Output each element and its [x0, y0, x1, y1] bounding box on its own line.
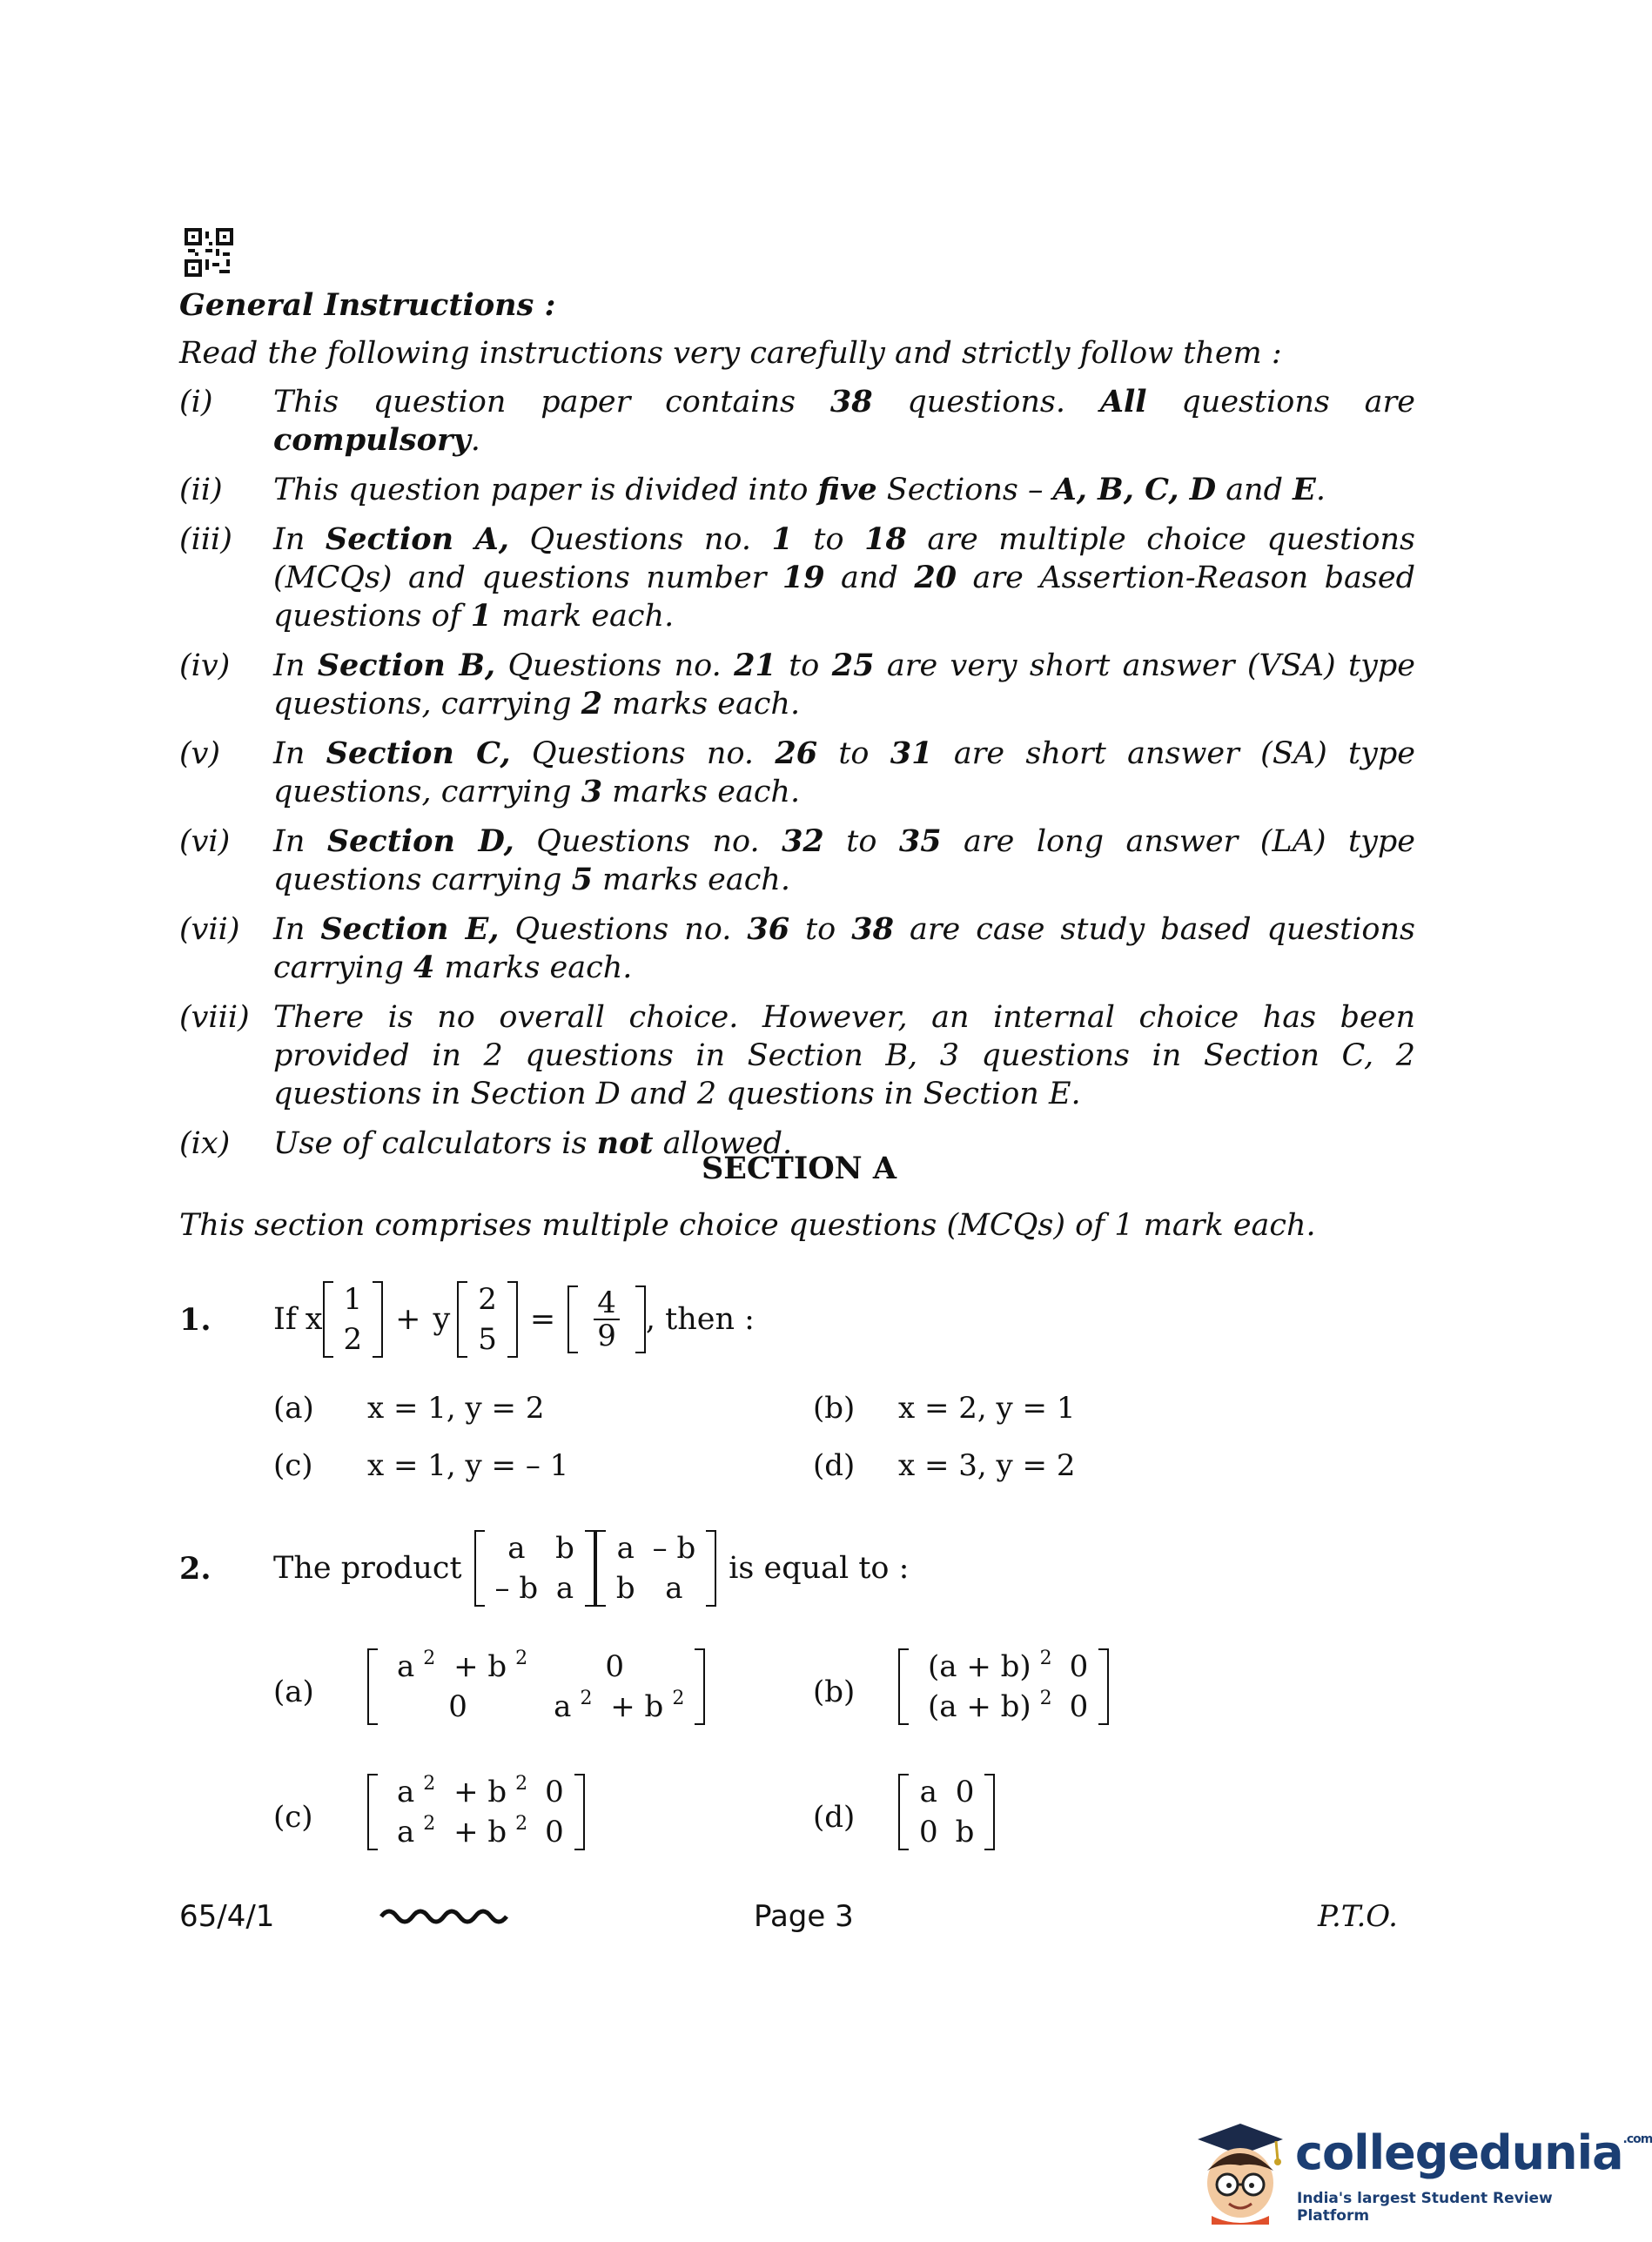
instruction-item — [179, 910, 1415, 987]
instruction-number: (iii) — [179, 522, 232, 557]
instruction-emphasis: 18 — [864, 521, 907, 557]
cell-exponent: 2 — [515, 1648, 528, 1669]
instruction-fragment: Questions no. — [514, 824, 782, 859]
instruction-number: (ix) — [179, 1126, 231, 1161]
instructions-lead: Read the following instructions very carefully and strictly follow them : — [179, 336, 1282, 371]
instruction-fragment: to — [823, 824, 899, 859]
instruction-fragment: are case study based questions carrying — [273, 912, 1415, 985]
q2-lead: The product — [273, 1551, 462, 1586]
matrix-cell — [910, 1647, 1061, 1687]
page-number: Page 3 — [754, 1899, 854, 1934]
instruction-emphasis: 36 — [747, 911, 790, 947]
cell-exponent: 2 — [423, 1773, 436, 1795]
q2-option-c-matrix — [367, 1772, 585, 1852]
instruction-fragment: Questions no. — [499, 912, 748, 947]
instruction-emphasis: 35 — [898, 823, 942, 859]
instruction-fragment: questions are — [1146, 385, 1415, 420]
qr-code-icon — [185, 228, 233, 277]
instruction-fragment: marks each. — [434, 950, 633, 985]
q1-option-c-label: (c) — [273, 1448, 313, 1483]
q1-y: y — [433, 1302, 451, 1337]
instruction-fragment: This question paper is divided into — [273, 473, 818, 507]
q2-option-a-label: (a) — [273, 1675, 314, 1709]
cell-text: + b — [453, 1775, 507, 1809]
instruction-item — [179, 520, 1415, 635]
instruction-text — [273, 998, 1415, 1113]
matrix-cell: 0 — [545, 1775, 564, 1809]
instruction-emphasis: Section A, — [325, 521, 509, 557]
instruction-emphasis: Section E, — [320, 911, 500, 947]
instruction-emphasis: 31 — [890, 735, 933, 771]
cell-exponent: 2 — [515, 1773, 528, 1795]
general-instructions-title: General Instructions : — [179, 287, 556, 323]
question-2-stem — [273, 1525, 909, 1612]
q1-option-d-label: (d) — [813, 1448, 856, 1483]
instruction-text — [273, 735, 1415, 811]
instructions-list — [179, 383, 1415, 1174]
please-turn-over: P.T.O. — [1318, 1899, 1398, 1934]
q2-option-a-value — [367, 1647, 705, 1727]
instruction-text — [273, 520, 1415, 635]
matrix-cell: a — [555, 1571, 574, 1606]
instruction-fragment: This question paper contains — [273, 385, 830, 420]
q1-option-b-label: (b) — [813, 1391, 856, 1426]
matrix-cell: 0 — [955, 1775, 975, 1809]
instruction-fragment: In — [273, 912, 321, 947]
matrix-cell: – b — [652, 1531, 696, 1566]
q2-option-d-value — [898, 1772, 995, 1852]
matrix-cell: 0 — [545, 1815, 564, 1849]
instruction-text — [273, 910, 1415, 987]
brand-name-text: collegedunia — [1295, 2125, 1623, 2180]
instruction-fragment: and — [1216, 473, 1293, 507]
cell-text: + b — [610, 1689, 664, 1724]
q2-option-c-value — [367, 1772, 585, 1852]
matrix-cell: 1 — [343, 1282, 363, 1317]
q1-fraction — [580, 1287, 634, 1352]
instruction-emphasis: 32 — [782, 823, 824, 859]
section-description: This section comprises multiple choice questions (MCQs) of 1 mark each. — [179, 1208, 1316, 1243]
q1-then: , then : — [645, 1302, 755, 1337]
instruction-fragment: are multiple choice questions (MCQs) and questions number — [273, 522, 1415, 595]
cell-text: a — [554, 1689, 572, 1724]
instruction-emphasis: A, B, C, D — [1052, 472, 1217, 507]
matrix-cell: b — [955, 1815, 975, 1849]
matrix-cell: a — [507, 1531, 526, 1566]
matrix-cell — [379, 1647, 536, 1687]
instruction-emphasis: 1 — [470, 598, 493, 634]
q1-x: x — [305, 1302, 323, 1337]
instruction-item — [179, 383, 1415, 460]
instruction-fragment: . — [470, 423, 480, 458]
q1-option-a-value: x = 1, y = 2 — [367, 1391, 545, 1426]
instruction-emphasis: 4 — [413, 950, 435, 985]
instruction-emphasis: 38 — [829, 384, 873, 420]
instruction-fragment: In — [273, 522, 326, 557]
instruction-fragment: marks each. — [602, 775, 801, 809]
instruction-fragment: Questions no. — [495, 648, 735, 683]
instruction-fragment: are Assertion-Reason based questions of — [273, 560, 1415, 634]
instruction-fragment: In — [273, 736, 326, 771]
q1-option-b-value: x = 2, y = 1 — [898, 1391, 1076, 1426]
q1-option-c-value: x = 1, y = – 1 — [367, 1448, 569, 1483]
q1-if: If — [273, 1302, 297, 1337]
collegedunia-logo — [1192, 2120, 1652, 2225]
matrix-cell: 0 — [448, 1689, 467, 1724]
q2-option-b-label: (b) — [813, 1675, 856, 1709]
instruction-emphasis: E — [1293, 472, 1316, 507]
instruction-fragment: marks each. — [592, 863, 790, 897]
q2-option-b-value — [898, 1647, 1109, 1727]
matrix-cell: 2 — [343, 1322, 363, 1357]
instruction-emphasis: 20 — [914, 560, 957, 595]
matrix-cell: b — [555, 1531, 574, 1566]
instruction-emphasis: Section B, — [317, 648, 496, 683]
cell-text: a — [397, 1649, 415, 1684]
question-1-stem — [273, 1276, 755, 1363]
instruction-item — [179, 735, 1415, 811]
instruction-emphasis: 26 — [775, 735, 818, 771]
instruction-emphasis: 5 — [571, 862, 593, 897]
instruction-emphasis: 21 — [734, 648, 776, 683]
brand-name — [1295, 2125, 1652, 2180]
instruction-emphasis: All — [1099, 384, 1147, 420]
instruction-number: (vi) — [179, 824, 231, 859]
q1-option-a-label: (a) — [273, 1391, 314, 1426]
instruction-fragment: mark each. — [492, 599, 675, 634]
student-mascot-icon — [1192, 2120, 1288, 2225]
instruction-text — [273, 471, 1415, 509]
instruction-fragment: marks each. — [602, 687, 801, 722]
matrix-cell — [536, 1687, 693, 1727]
brand-suffix: .com — [1622, 2132, 1652, 2146]
matrix-cell: 0 — [1069, 1649, 1089, 1684]
q2-option-a-matrix — [367, 1647, 705, 1727]
instruction-fragment: to — [776, 648, 832, 683]
instruction-text — [273, 822, 1415, 899]
instruction-text — [273, 647, 1415, 723]
matrix-cell: 0 — [1069, 1689, 1089, 1724]
cell-text: + b — [453, 1649, 507, 1684]
question-number: 1. — [179, 1302, 212, 1338]
cell-text: (a + b) — [928, 1689, 1031, 1724]
instruction-number: (iv) — [179, 648, 231, 683]
instruction-emphasis: 3 — [581, 774, 603, 809]
instruction-fragment: to — [792, 522, 865, 557]
matrix-cell: – b — [494, 1571, 539, 1606]
instruction-fragment: are very short answer (VSA) type questions, carrying — [273, 648, 1416, 722]
cell-exponent: 2 — [515, 1813, 528, 1835]
instruction-item — [179, 998, 1415, 1113]
instruction-fragment: Sections – — [876, 473, 1053, 507]
cell-exponent: 2 — [672, 1688, 685, 1709]
instruction-emphasis: 19 — [782, 560, 825, 595]
matrix-cell: 0 — [919, 1815, 938, 1849]
instruction-fragment: are long answer (LA) type questions carrying — [273, 824, 1415, 897]
q1-matrix-3 — [567, 1284, 646, 1355]
q1-option-d-value: x = 3, y = 2 — [898, 1448, 1076, 1483]
cell-text: a — [397, 1815, 415, 1849]
matrix-cell: a — [616, 1531, 635, 1566]
instruction-number: (viii) — [179, 1000, 250, 1035]
matrix-cell: b — [615, 1571, 635, 1606]
q2-option-d-label: (d) — [813, 1800, 856, 1835]
cell-text: + b — [453, 1815, 507, 1849]
cell-text: a — [397, 1775, 415, 1809]
instruction-emphasis: not — [596, 1125, 654, 1161]
cell-exponent: 2 — [1039, 1688, 1052, 1709]
instruction-fragment: In — [273, 824, 327, 859]
matrix-cell: 0 — [605, 1649, 625, 1684]
instruction-fragment: are short answer (SA) type questions, carrying — [273, 736, 1415, 809]
instruction-emphasis: Section D, — [326, 823, 514, 859]
instruction-fragment: Use of calculators is — [273, 1126, 597, 1161]
instruction-emphasis: Section C, — [326, 735, 511, 771]
instruction-fragment: allowed. — [653, 1126, 793, 1161]
question-number: 2. — [179, 1551, 212, 1587]
matrix-cell: a — [665, 1571, 683, 1606]
instruction-emphasis: 25 — [831, 648, 875, 683]
instruction-fragment: Questions no. — [508, 522, 772, 557]
instruction-emphasis: 38 — [851, 911, 894, 947]
matrix-cell — [910, 1687, 1061, 1727]
instruction-fragment: to — [789, 912, 852, 947]
instruction-fragment: questions. — [872, 385, 1100, 420]
q1-equals: = — [529, 1302, 556, 1337]
q1-matrix-2 — [457, 1279, 518, 1359]
cell-text: (a + b) — [928, 1649, 1031, 1684]
instruction-fragment: . — [1315, 473, 1326, 507]
instruction-emphasis: 1 — [771, 521, 793, 557]
matrix-cell: a — [919, 1775, 937, 1809]
instruction-number: (ii) — [179, 473, 223, 507]
instruction-emphasis: compulsory — [273, 422, 471, 458]
wave-ornament-icon — [379, 1899, 510, 1934]
fraction-numerator: 4 — [594, 1287, 620, 1320]
matrix-cell: 2 — [478, 1282, 497, 1317]
cell-exponent: 2 — [580, 1688, 593, 1709]
instruction-fragment: In — [273, 648, 318, 683]
q2-option-d-matrix — [898, 1772, 995, 1852]
instruction-fragment: and — [824, 560, 915, 595]
instruction-fragment: There is no overall choice. However, an internal choice has been provided in 2 questions in Section B, 3 questions in Section C, 2 questions in Section D and 2 questions in Section E. — [273, 1000, 1415, 1111]
q1-matrix-1 — [323, 1279, 384, 1359]
brand-tagline: India's largest Student Review Platform — [1297, 2190, 1553, 2225]
instruction-item — [179, 471, 1415, 509]
q2-option-c-label: (c) — [273, 1800, 313, 1835]
q2-matrix-1 — [474, 1528, 595, 1608]
fraction-denominator: 9 — [597, 1319, 616, 1353]
cell-exponent: 2 — [423, 1813, 436, 1835]
instruction-text — [273, 383, 1415, 460]
instruction-number: (v) — [179, 736, 221, 771]
instruction-item — [179, 822, 1415, 899]
matrix-cell: 5 — [478, 1322, 497, 1357]
instruction-emphasis: 2 — [581, 686, 603, 722]
matrix-cell — [379, 1812, 536, 1852]
q2-tail: is equal to : — [729, 1551, 910, 1586]
instruction-fragment: Questions no. — [510, 736, 776, 771]
instruction-number: (vii) — [179, 912, 240, 947]
instruction-item — [179, 647, 1415, 723]
instruction-number: (i) — [179, 385, 213, 420]
cell-exponent: 2 — [423, 1648, 436, 1669]
q1-plus: + — [395, 1302, 421, 1337]
matrix-cell — [379, 1772, 536, 1812]
q2-matrix-2 — [595, 1528, 716, 1608]
instruction-emphasis: five — [817, 472, 877, 507]
cell-exponent: 2 — [1039, 1648, 1052, 1669]
q2-option-b-matrix — [898, 1647, 1109, 1727]
section-title: SECTION A — [701, 1151, 897, 1186]
paper-code: 65/4/1 — [179, 1899, 275, 1934]
instruction-fragment: to — [817, 736, 890, 771]
